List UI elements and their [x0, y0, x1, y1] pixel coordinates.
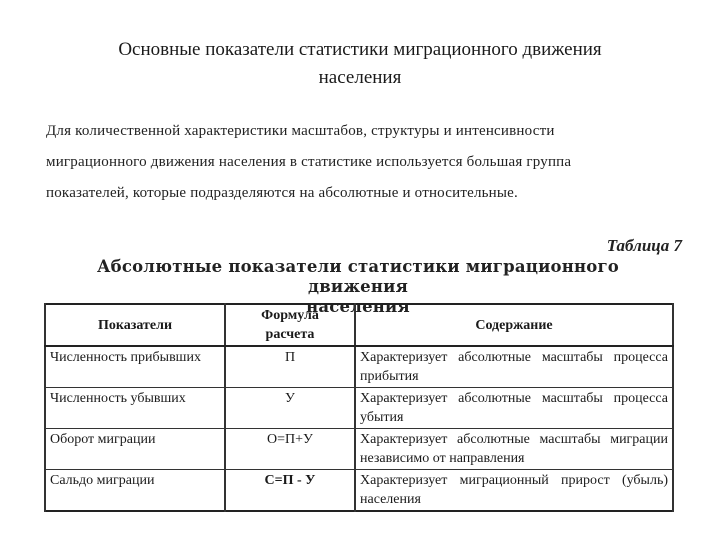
header-indicator: Показатели [45, 304, 225, 346]
table-caption-line-1: Абсолютные показатели статистики миграционного движения [96, 257, 620, 296]
cell-formula: О=П+У [225, 429, 355, 470]
cell-indicator: Численность убывших [45, 388, 225, 429]
table-header-row [45, 304, 673, 346]
table-row [45, 346, 673, 388]
slide-title-line-1: Основные показатели статистики миграционного движения [118, 39, 602, 60]
cell-content: Характеризует абсолютные масштабы процесса убытия [355, 388, 673, 429]
cell-indicator: Оборот миграции [45, 429, 225, 470]
table-number: Таблица 7 [606, 236, 682, 255]
cell-content: Характеризует абсолютные масштабы миграции независимо от направления [355, 429, 673, 470]
cell-formula: У [225, 388, 355, 429]
cell-formula: П [225, 346, 355, 388]
cell-indicator: Численность прибывших [45, 346, 225, 388]
intro-paragraph: Для количественной характеристики масштабов, структуры и интенсивности миграционного движения населения в статистике используется большая группа показателей, которые подразделяются на абсолютные и относительные. [46, 123, 572, 201]
indicators-table [44, 303, 674, 512]
header-content: Содержание [355, 304, 673, 346]
cell-content: Характеризует миграционный прирост (убыль) населения [355, 470, 673, 512]
table-caption-line-2: населения [306, 297, 410, 316]
cell-content: Характеризует абсолютные масштабы процесса прибытия [355, 346, 673, 388]
slide-title [60, 36, 660, 92]
slide-title-line-2: населения [318, 67, 402, 88]
header-formula-line-1: Формула [261, 308, 319, 323]
cell-indicator: Сальдо миграции [45, 470, 225, 512]
header-formula-line-2: расчета [265, 327, 315, 342]
table-row [45, 470, 673, 512]
table-row [45, 429, 673, 470]
table-row [45, 388, 673, 429]
cell-formula: С=П - У [225, 470, 355, 512]
header-formula [225, 304, 355, 346]
